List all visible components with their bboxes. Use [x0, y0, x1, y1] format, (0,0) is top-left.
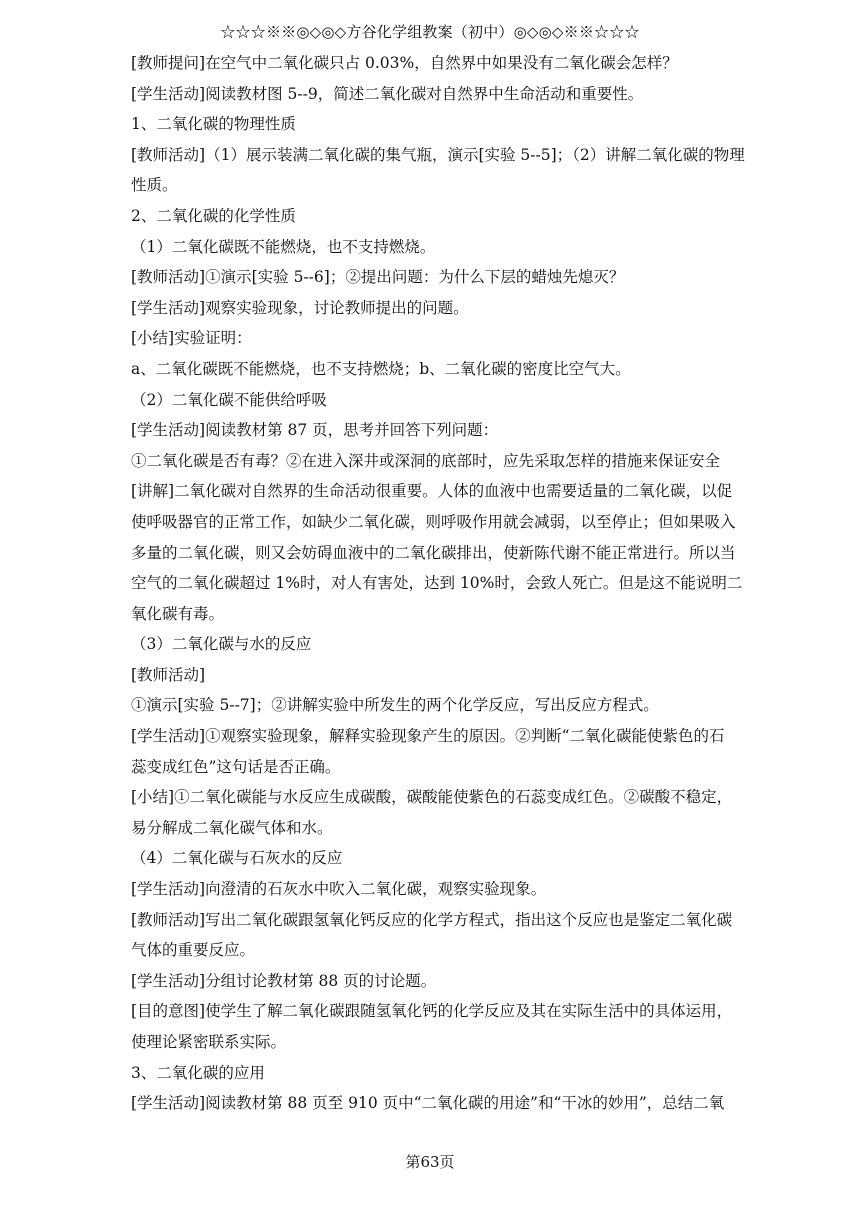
text-line: [小结]实验证明： — [131, 329, 252, 348]
text-line: [教师活动]（1）展示装满二氧化碳的集气瓶，演示[实验 5--5]；（2）讲解二氧化碳的物理 — [131, 145, 745, 164]
text-line: （3）二氧化碳与水的反应 — [131, 635, 312, 654]
text-line: [学生活动]阅读教材第 87 页，思考并回答下列问题： — [131, 421, 499, 440]
text-line: [学生活动]观察实验现象，讨论教师提出的问题。 — [131, 298, 469, 317]
text-line: 氧化碳有毒。 — [131, 604, 225, 623]
text-line: a、二氧化碳既不能燃烧，也不支持燃烧；b、二氧化碳的密度比空气大。 — [131, 359, 631, 378]
text-line: 蕊变成红色”这句话是否正确。 — [131, 757, 341, 776]
text-line: ①演示[实验 5--7]；②讲解实验中所发生的两个化学反应，写出反应方程式。 — [131, 696, 659, 715]
text-line: 多量的二氧化碳，则又会妨碍血液中的二氧化碳排出，使新陈代谢不能正常进行。所以当 — [131, 543, 736, 562]
text-line: [小结]①二氧化碳能与水反应生成碳酸，碳酸能使紫色的石蕊变成红色。②碳酸不稳定， — [131, 788, 733, 807]
text-line: （4）二氧化碳与石灰水的反应 — [131, 849, 343, 868]
text-line: 1、二氧化碳的物理性质 — [131, 115, 296, 134]
text-line: [教师活动]①演示[实验 5--6]；②提出问题：为什么下层的蜡烛先熄灭？ — [131, 268, 625, 287]
text-line: 2、二氧化碳的化学性质 — [131, 206, 296, 225]
text-line: 空气的二氧化碳超过 1%时，对人有害处，达到 10%时，会致人死亡。但是这不能说明二 — [131, 574, 743, 593]
text-line: [目的意图]使学生了解二氧化碳跟随氢氧化钙的化学反应及其在实际生活中的具体运用， — [131, 1002, 733, 1021]
document-body — [131, 48, 807, 1119]
text-line: （1）二氧化碳既不能燃烧，也不支持燃烧。 — [131, 237, 436, 256]
text-line: [教师活动] — [131, 665, 206, 684]
text-line: 3、二氧化碳的应用 — [131, 1063, 265, 1082]
text-line: [学生活动]阅读教材图 5--9，简述二氧化碳对自然界中生命活动和重要性。 — [131, 84, 644, 103]
text-line: [学生活动]①观察实验现象，解释实验现象产生的原因。②判断“二氧化碳能使紫色的石 — [131, 727, 725, 746]
page-header: ☆☆☆※※◎◇◎◇方谷化学组教案（初中）◎◇◎◇※※☆☆☆ — [220, 23, 640, 41]
text-line: 气体的重要反应。 — [131, 941, 256, 960]
text-line: [教师提问]在空气中二氧化碳只占 0.03%，自然界中如果没有二氧化碳会怎样？ — [131, 54, 678, 72]
text-line: [学生活动]向澄清的石灰水中吹入二氧化碳，观察实验现象。 — [131, 880, 547, 899]
text-line: ①二氧化碳是否有毒？②在进入深井或深洞的底部时，应先采取怎样的措施来保证安全 — [131, 451, 721, 470]
text-line: 使呼吸器官的正常工作，如缺少二氧化碳，则呼吸作用就会减弱，以至停止；但如果吸入 — [131, 512, 736, 531]
text-line: [教师活动]写出二氧化碳跟氢氧化钙反应的化学方程式，指出这个反应也是鉴定二氧化碳 — [131, 910, 733, 929]
text-line: 易分解成二氧化碳气体和水。 — [131, 818, 333, 837]
text-line: [学生活动]阅读教材第 88 页至 910 页中“二氧化碳的用途”和“干冰的妙用”，总结二氧 — [131, 1094, 725, 1113]
text-line: [学生活动]分组讨论教材第 88 页的讨论题。 — [131, 971, 437, 990]
text-line: （2）二氧化碳不能供给呼吸 — [131, 390, 327, 409]
text-line: 使理论紧密联系实际。 — [131, 1033, 287, 1051]
text-line: [讲解]二氧化碳对自然界的生命活动很重要。人体的血液中也需要适量的二氧化碳，以促 — [131, 482, 733, 501]
page-number: 第63页 — [405, 1153, 455, 1171]
text-line: 性质。 — [131, 176, 178, 195]
